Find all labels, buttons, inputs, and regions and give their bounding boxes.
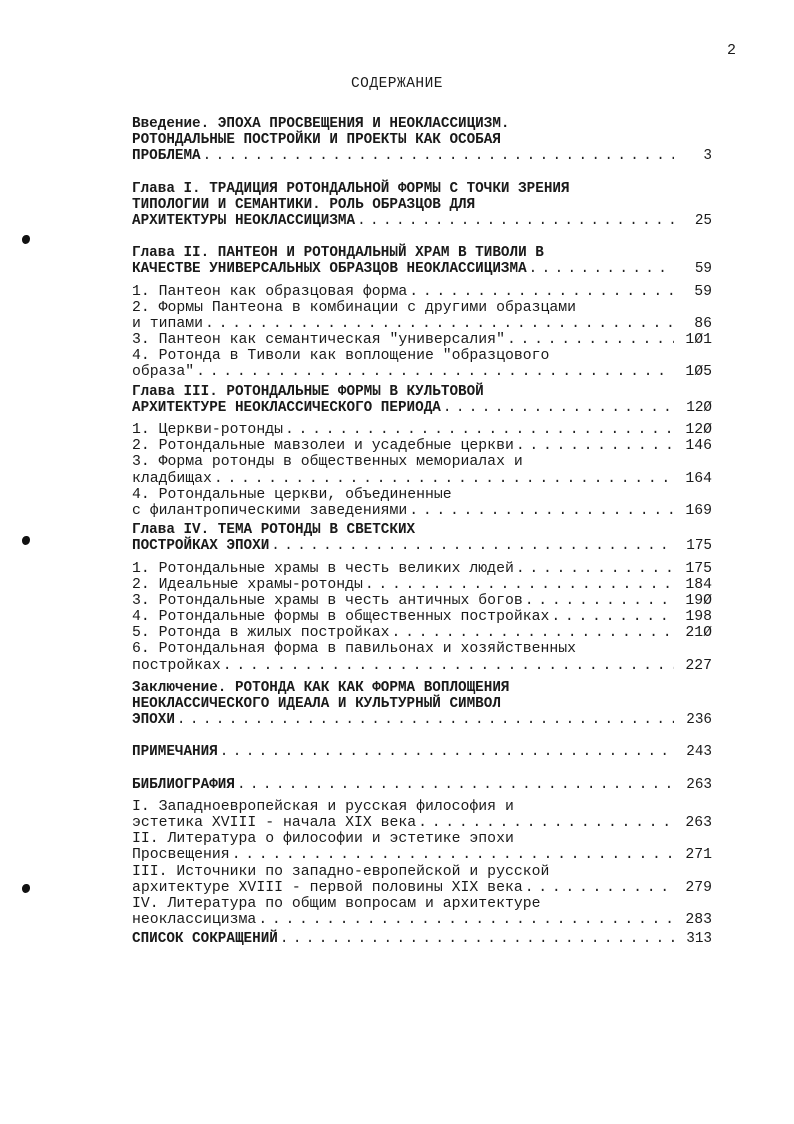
toc-entry-text: 1. Пантеон как образцовая форма — [132, 283, 408, 300]
toc-section-entry — [132, 332, 712, 348]
toc-entry-text: кладбищах — [132, 470, 212, 487]
toc-entry-text: Глава III. РОТОНДАЛЬНЫЕ ФОРМЫ В КУЛЬТОВОЙ — [132, 383, 484, 400]
dot-leader — [529, 261, 674, 277]
toc-entry-text: IV. Литература по общим вопросам и архитектуре — [132, 895, 541, 912]
toc-line — [132, 609, 712, 625]
toc-line — [132, 931, 712, 947]
toc-line — [132, 116, 712, 132]
dot-leader — [220, 744, 674, 760]
toc-section-entry — [132, 864, 712, 896]
toc-entry-text: 4. Ротонда в Тиволи как воплощение "образцового — [132, 348, 550, 365]
page-title: СОДЕРЖАНИЕ — [350, 76, 443, 92]
toc-page-number: 243 — [686, 744, 712, 761]
toc-page-number: 175 — [685, 560, 712, 577]
toc-line — [132, 815, 712, 831]
toc-line — [132, 912, 712, 928]
toc-entry-text: 3. Пантеон как семантическая "универсалия" — [132, 332, 505, 349]
dot-leader — [551, 609, 674, 625]
dot-leader — [507, 332, 674, 348]
dot-leader — [205, 316, 674, 332]
toc-page-number: 3 — [703, 148, 712, 165]
margin-mark — [22, 884, 30, 893]
toc-entry-text: АРХИТЕКТУРЫ НЕОКЛАССИЦИЗМА — [132, 212, 356, 229]
toc-entry-text: II. Литература о философии и эстетике эпохи — [132, 831, 514, 848]
table-of-contents — [132, 116, 712, 947]
toc-entry-text: ЭПОХИ — [132, 712, 175, 729]
toc-chapter-entry — [132, 116, 712, 165]
toc-page-number: 12Ø — [686, 399, 712, 416]
dot-leader — [177, 712, 674, 728]
toc-entry-text: БИБЛИОГРАФИЯ — [132, 776, 235, 793]
toc-entry-text: НЕОКЛАССИЧЕСКОГО ИДЕАЛА И КУЛЬТУРНЫЙ СИМВОЛ — [132, 696, 501, 712]
toc-section-entry — [132, 577, 712, 593]
toc-page-number: 146 — [685, 438, 712, 455]
toc-line — [132, 864, 712, 880]
toc-page-number: 227 — [685, 657, 712, 674]
toc-entry-text: СПИСОК СОКРАЩЕНИЙ — [132, 931, 278, 948]
dot-leader — [196, 364, 674, 380]
toc-line — [132, 364, 712, 380]
toc-entry-text: КАЧЕСТВЕ УНИВЕРСАЛЬНЫХ ОБРАЗЦОВ НЕОКЛАССИЦИЗМА — [132, 261, 527, 278]
toc-chapter-entry — [132, 744, 712, 760]
toc-line — [132, 561, 712, 577]
dot-leader — [443, 400, 674, 416]
toc-entry-text: ТИПОЛОГИИ И СЕМАНТИКИ. РОЛЬ ОБРАЗЦОВ ДЛЯ — [132, 196, 476, 213]
toc-line — [132, 503, 712, 519]
toc-page-number: 184 — [685, 576, 712, 593]
toc-entry-text: I. Западноевропейская и русская философия и — [132, 798, 514, 815]
toc-section-entry — [132, 799, 712, 831]
toc-entry-text: РОТОНДАЛЬНЫЕ ПОСТРОЙКИ И ПРОЕКТЫ КАК ОСОБАЯ — [132, 132, 501, 149]
toc-line — [132, 148, 712, 164]
spacer — [132, 761, 712, 777]
toc-page-number: 175 — [686, 538, 712, 555]
toc-entry-text: 6. Ротондальная форма в павильонах и хозяйственных — [132, 641, 576, 658]
toc-page-number: 279 — [685, 879, 712, 896]
toc-line — [132, 658, 712, 674]
toc-page-number: 12Ø — [685, 422, 712, 438]
toc-entry-text: 5. Ротонда в жилых постройках — [132, 625, 390, 642]
toc-section-entry — [132, 896, 712, 928]
toc-section-entry — [132, 561, 712, 577]
toc-entry-text: АРХИТЕКТУРЕ НЕОКЛАССИЧЕСКОГО ПЕРИОДА — [132, 399, 441, 416]
toc-section-entry — [132, 609, 712, 625]
toc-section-entry — [132, 422, 712, 438]
toc-page-number: 1Ø5 — [685, 364, 712, 381]
toc-line — [132, 284, 712, 300]
toc-section-entry — [132, 300, 712, 332]
dot-leader — [285, 422, 674, 438]
toc-line — [132, 384, 712, 400]
toc-line — [132, 847, 712, 863]
toc-line — [132, 577, 712, 593]
dot-leader — [203, 148, 674, 164]
toc-page-number: 164 — [685, 470, 712, 487]
toc-page-number: 59 — [694, 261, 712, 278]
toc-entry-text: 4. Ротондальные формы в общественных постройках — [132, 609, 550, 626]
toc-page-number: 271 — [685, 847, 712, 864]
toc-chapter-entry — [132, 680, 712, 729]
toc-entry-text: эстетика XVIII - начала XIX века — [132, 814, 417, 831]
spacer — [132, 728, 712, 744]
toc-line — [132, 197, 712, 213]
dot-leader — [258, 912, 674, 928]
toc-line — [132, 245, 712, 261]
toc-line — [132, 316, 712, 332]
toc-line — [132, 712, 712, 728]
toc-section-entry — [132, 625, 712, 641]
toc-line — [132, 348, 712, 364]
toc-page-number: 59 — [694, 283, 712, 300]
toc-chapter-entry — [132, 181, 712, 230]
toc-section-entry — [132, 593, 712, 609]
dot-leader — [280, 931, 674, 947]
toc-page-number: 283 — [685, 912, 712, 929]
toc-line — [132, 261, 712, 277]
toc-section-entry — [132, 831, 712, 863]
toc-page-number: 169 — [685, 502, 712, 519]
toc-section-entry — [132, 284, 712, 300]
toc-line — [132, 132, 712, 148]
toc-chapter-entry — [132, 777, 712, 793]
toc-entry-text: Введение. ЭПОХА ПРОСВЕЩЕНИЯ И НЕОКЛАССИЦИЗМ. — [132, 116, 510, 132]
toc-section-entry — [132, 438, 712, 454]
toc-page-number: 1Ø1 — [685, 332, 712, 349]
toc-page-number: 21Ø — [685, 625, 712, 642]
toc-page-number: 198 — [685, 609, 712, 626]
dot-leader — [223, 658, 674, 674]
toc-chapter-entry — [132, 931, 712, 947]
dot-leader — [516, 438, 674, 454]
spacer — [132, 165, 712, 181]
toc-entry-text: и типами — [132, 315, 204, 332]
toc-section-entry — [132, 487, 712, 519]
toc-page-number: 236 — [686, 712, 712, 729]
toc-entry-text: Просвещения — [132, 847, 230, 864]
toc-entry-text: ПОСТРОЙКАХ ЭПОХИ — [132, 538, 270, 555]
dot-leader — [525, 593, 674, 609]
toc-page-number: 19Ø — [685, 592, 712, 609]
dot-leader — [365, 577, 674, 593]
toc-entry-text: ПРОБЛЕМА — [132, 148, 201, 165]
toc-chapter-entry — [132, 522, 712, 554]
toc-page-number: 86 — [694, 315, 712, 332]
toc-line — [132, 831, 712, 847]
toc-entry-text: образа" — [132, 364, 195, 381]
toc-line — [132, 799, 712, 815]
toc-line — [132, 522, 712, 538]
toc-page-number: 313 — [686, 931, 712, 948]
toc-entry-text: 1. Ротондальные храмы в честь великих людей — [132, 560, 514, 577]
toc-entry-text: постройках — [132, 657, 221, 674]
dot-leader — [525, 880, 674, 896]
toc-entry-text: III. Источники по западно-европейской и русской — [132, 863, 550, 880]
toc-chapter-entry — [132, 384, 712, 416]
toc-chapter-entry — [132, 245, 712, 277]
toc-entry-text: 1. Церкви-ротонды — [132, 422, 283, 438]
dot-leader — [357, 213, 674, 229]
toc-line — [132, 487, 712, 503]
toc-line — [132, 896, 712, 912]
toc-line — [132, 538, 712, 554]
dot-leader — [516, 561, 674, 577]
toc-line — [132, 300, 712, 316]
toc-line — [132, 400, 712, 416]
toc-line — [132, 593, 712, 609]
margin-mark — [22, 235, 30, 244]
toc-entry-text: 3. Форма ротонды в общественных мемориалах и — [132, 454, 523, 471]
toc-entry-text: Глава IV. ТЕМА РОТОНДЫ В СВЕТСКИХ — [132, 522, 416, 539]
toc-section-entry — [132, 454, 712, 486]
toc-line — [132, 696, 712, 712]
toc-line — [132, 181, 712, 197]
toc-page-number: 263 — [686, 776, 712, 793]
margin-mark — [22, 536, 30, 545]
toc-line — [132, 777, 712, 793]
toc-line — [132, 880, 712, 896]
toc-entry-text: 2. Формы Пантеона в комбинации с другими образцами — [132, 299, 576, 316]
toc-entry-text: Глава II. ПАНТЕОН И РОТОНДАЛЬНЫЙ ХРАМ В ТИВОЛИ В — [132, 245, 544, 262]
toc-page-number: 263 — [685, 814, 712, 831]
toc-line — [132, 332, 712, 348]
toc-entry-text: Заключение. РОТОНДА КАК КАК ФОРМА ВОПЛОЩЕНИЯ — [132, 679, 510, 696]
toc-line — [132, 625, 712, 641]
toc-line — [132, 471, 712, 487]
toc-line — [132, 454, 712, 470]
toc-line — [132, 680, 712, 696]
toc-entry-text: 2. Ротондальные мавзолеи и усадебные церкви — [132, 438, 514, 455]
dot-leader — [214, 471, 674, 487]
toc-entry-text: 3. Ротондальные храмы в честь античных богов — [132, 592, 523, 609]
dot-leader — [232, 847, 674, 863]
toc-line — [132, 213, 712, 229]
dot-leader — [409, 284, 674, 300]
toc-line — [132, 438, 712, 454]
toc-line — [132, 641, 712, 657]
toc-section-entry — [132, 348, 712, 380]
toc-entry-text: Глава I. ТРАДИЦИЯ РОТОНДАЛЬНОЙ ФОРМЫ С ТОЧКИ ЗРЕНИЯ — [132, 180, 570, 197]
dot-leader — [237, 777, 674, 793]
toc-entry-text: ПРИМЕЧАНИЯ — [132, 744, 218, 761]
dot-leader — [418, 815, 674, 831]
toc-line — [132, 422, 712, 438]
page-number: 2 — [727, 42, 737, 59]
toc-entry-text: 4. Ротондальные церкви, объединенные — [132, 486, 452, 503]
toc-section-entry — [132, 641, 712, 673]
dot-leader — [392, 625, 674, 641]
dot-leader — [409, 503, 674, 519]
toc-entry-text: с филантропическими заведениями — [132, 502, 408, 519]
toc-page-number: 25 — [694, 212, 712, 229]
toc-entry-text: 2. Идеальные храмы-ротонды — [132, 576, 363, 593]
dot-leader — [271, 538, 674, 554]
toc-entry-text: неоклассицизма — [132, 912, 257, 929]
toc-line — [132, 744, 712, 760]
spacer — [132, 229, 712, 245]
toc-entry-text: архитектуре XVIII - первой половины XIX века — [132, 879, 523, 896]
